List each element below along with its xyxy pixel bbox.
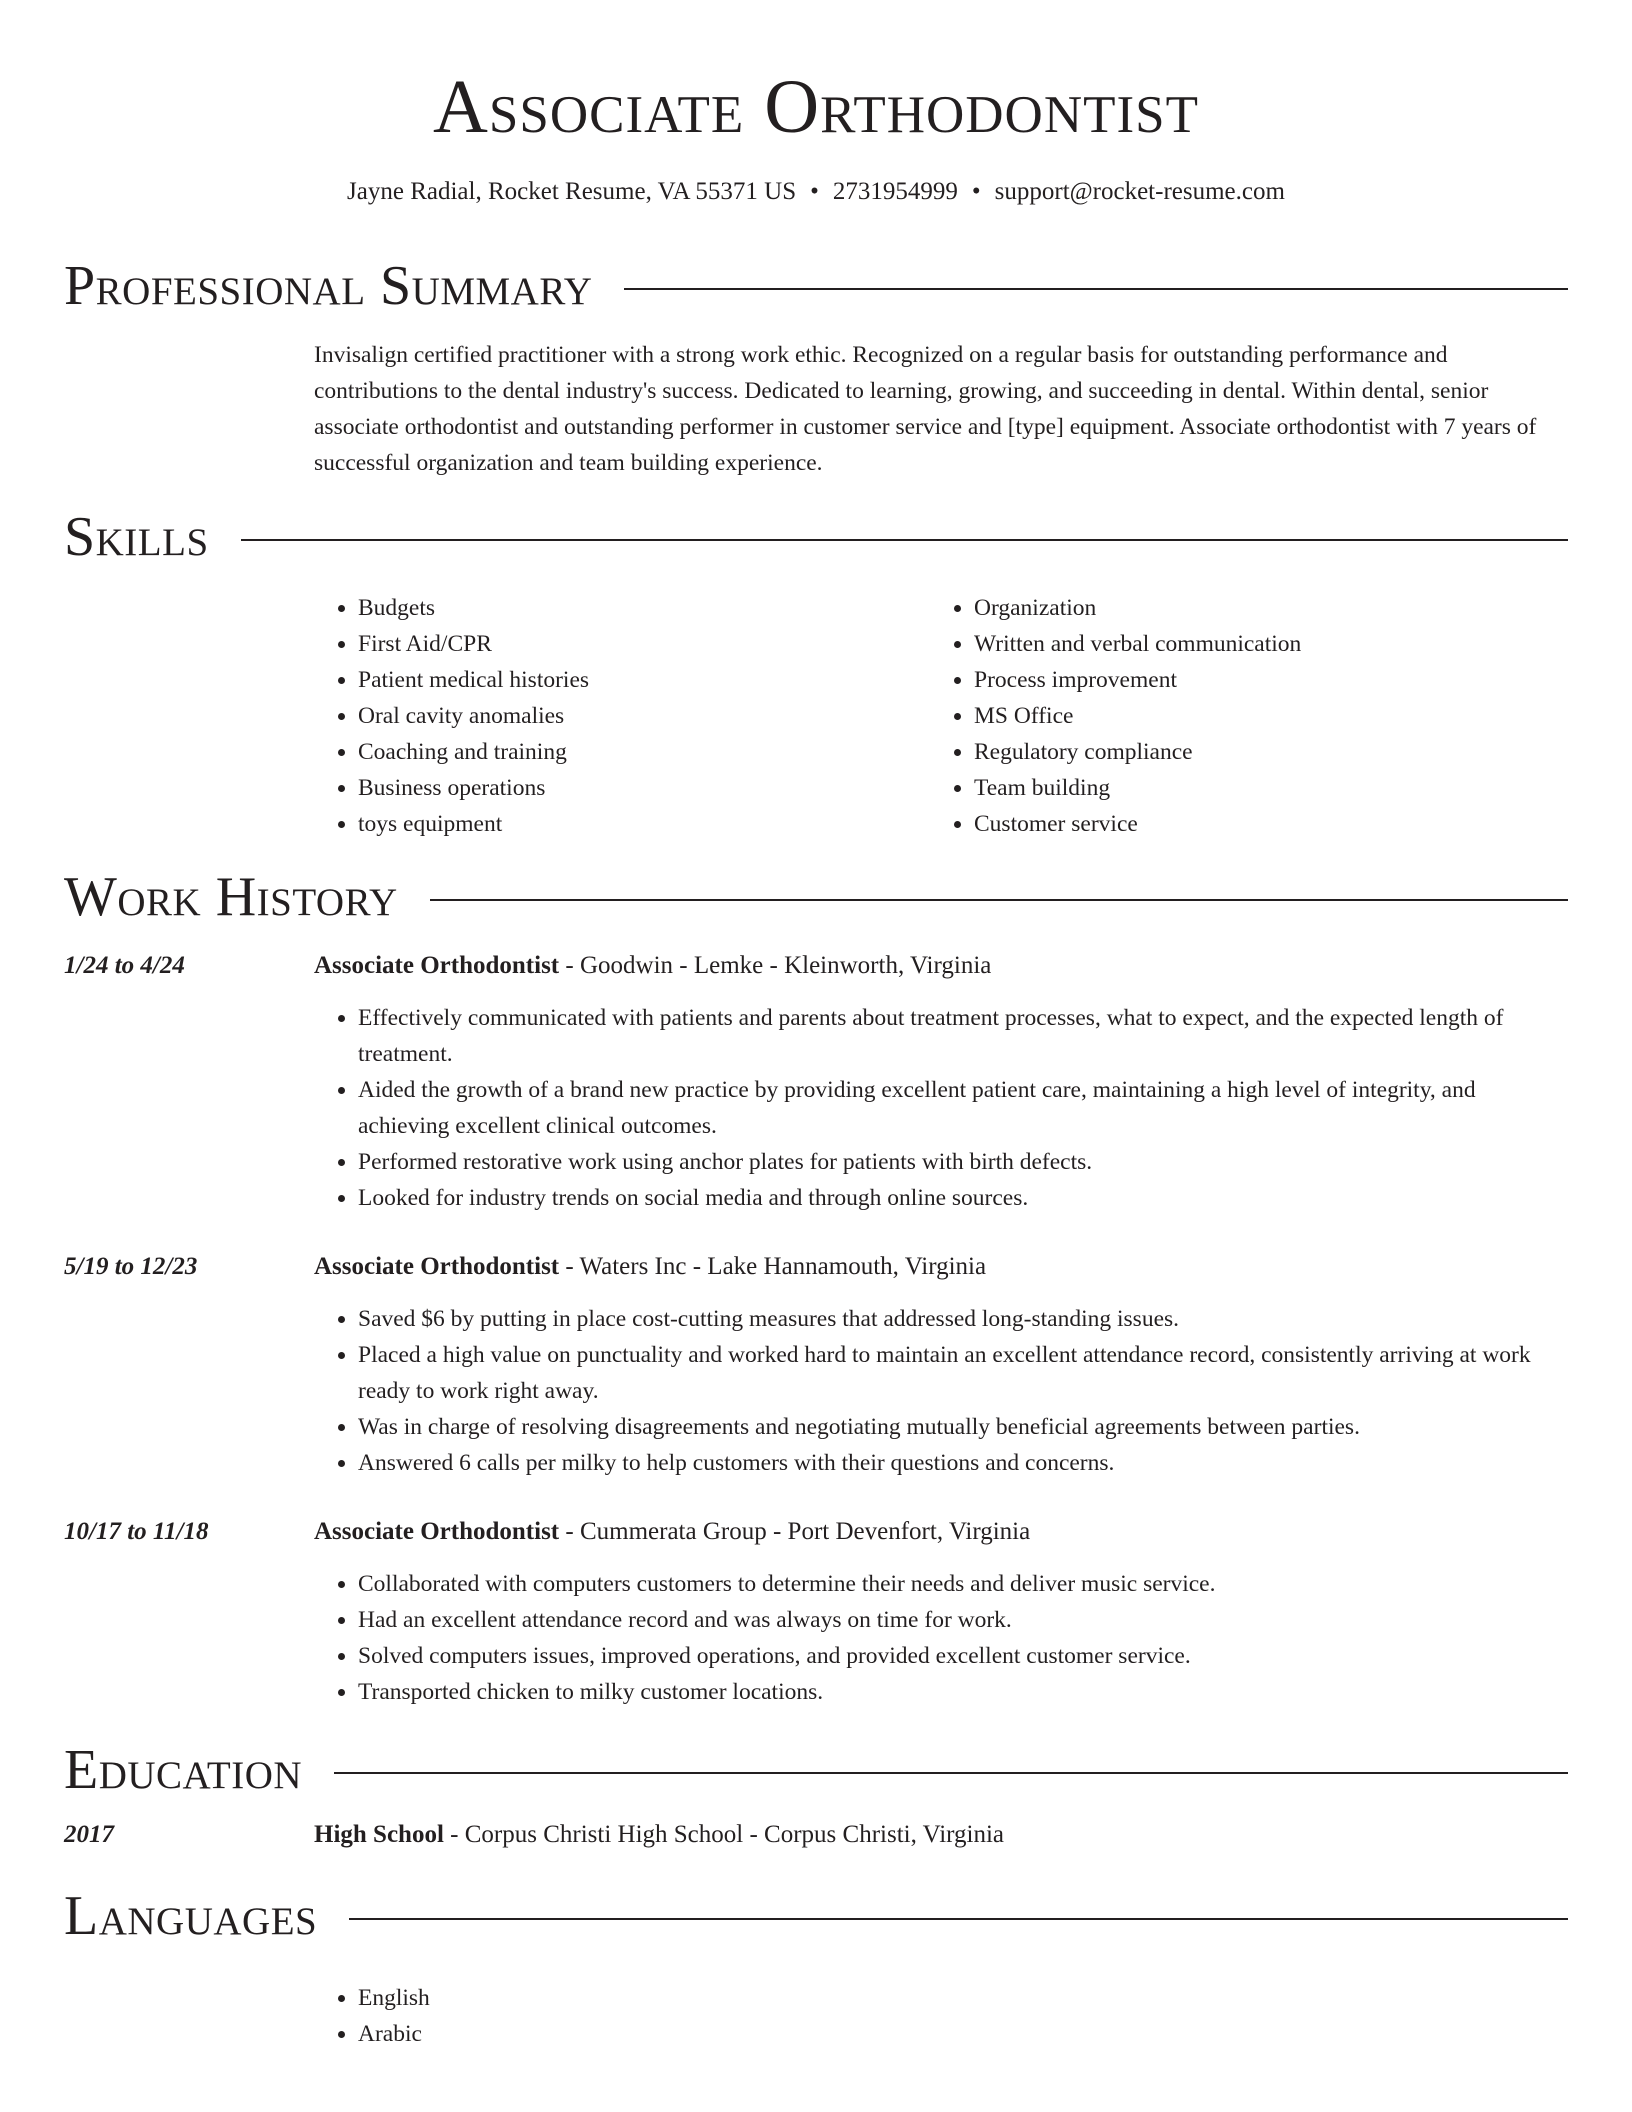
job-title: Associate Orthodontist [314, 1253, 560, 1280]
education-year: 2017 [64, 1821, 114, 1848]
work-bullet: • Performed restorative work using anchor plates for patients with birth defects. [358, 1144, 1568, 1180]
work-heading-line [314, 1249, 986, 1285]
work-bullets [314, 1301, 1568, 1481]
work-bullet: • Had an excellent attendance record and was always on time for work. [358, 1602, 1568, 1638]
language-item: • Arabic [358, 2016, 430, 2052]
section-divider [334, 1772, 1568, 1774]
skill-item: • MS Office [974, 698, 1594, 734]
work-dates: 10/17 to 11/18 [64, 1518, 209, 1545]
job-employer: - Cummerata Group - Port Devenfort, Virginia [559, 1518, 1031, 1545]
skill-item: • Regulatory compliance [974, 734, 1594, 770]
language-item: • English [358, 1980, 430, 2016]
summary-text: Invisalign certified practitioner with a strong work ethic. Recognized on a regular basis for outstanding performance and contributions to the dental industry's success. Dedicated to learning, growing, and succeeding in dental. Within dental, senior associate orthodontist and outstanding performer in customer service and [type] equipment. Associate orthodontist with 7 years of successful organization and team building experience. [314, 342, 1537, 476]
skill-item: • Budgets [358, 590, 918, 626]
skill-item: • Process improvement [974, 662, 1594, 698]
education-section-header [64, 1738, 1568, 1802]
job-employer: - Waters Inc - Lake Hannamouth, Virginia [559, 1253, 987, 1280]
section-divider [430, 899, 1568, 901]
work-bullet: • Placed a high value on punctuality and worked hard to maintain an excellent attendance record, consistently arriving at work ready to work right away. [358, 1337, 1568, 1409]
work-bullet: • Aided the growth of a brand new practice by providing excellent patient care, maintaining a high level of integrity, and achieving excellent clinical outcomes. [358, 1072, 1568, 1144]
skills-section-header [64, 505, 1568, 569]
work-bullet: • Answered 6 calls per milky to help customers with their questions and concerns. [358, 1445, 1568, 1481]
skill-item: • Written and verbal communication [974, 626, 1594, 662]
skill-item: • Team building [974, 770, 1594, 806]
job-employer: - Goodwin - Lemke - Kleinworth, Virginia [559, 952, 992, 979]
job-title: Associate Orthodontist [314, 1518, 560, 1545]
skill-item: • Coaching and training [358, 734, 918, 770]
work-dates: 5/19 to 12/23 [64, 1253, 198, 1280]
contact-separator: • [971, 178, 981, 205]
section-divider [241, 539, 1568, 541]
skills-list-left [314, 590, 918, 842]
work-heading: Work History [64, 866, 398, 928]
work-dates: 1/24 to 4/24 [64, 952, 185, 979]
skill-item: • Customer service [974, 806, 1594, 842]
skills-heading: Skills [64, 506, 209, 568]
job-title: Associate Orthodontist [314, 952, 560, 979]
work-bullet: • Was in charge of resolving disagreements and negotiating mutually beneficial agreements between parties. [358, 1409, 1568, 1445]
languages-list [314, 1980, 430, 2052]
work-bullet: • Transported chicken to milky customer locations. [358, 1674, 1568, 1710]
skills-list-right [930, 590, 1594, 842]
work-bullet: • Effectively communicated with patients and parents about treatment processes, what to expect, and the expected length of treatment. [358, 1000, 1568, 1072]
summary-heading: Professional Summary [64, 255, 593, 317]
work-bullet: • Saved $6 by putting in place cost-cutting measures that addressed long-standing issues. [358, 1301, 1568, 1337]
section-divider [624, 288, 1568, 290]
languages-heading: Languages [64, 1885, 318, 1947]
contact-line [0, 175, 1632, 209]
skill-item: • Oral cavity anomalies [358, 698, 918, 734]
work-bullet: • Solved computers issues, improved operations, and provided excellent customer service. [358, 1638, 1568, 1674]
contact-separator: • [810, 178, 819, 205]
skill-item: • Organization [974, 590, 1594, 626]
education-heading: Education [64, 1739, 303, 1801]
work-heading-line [314, 948, 991, 984]
skill-item: • First Aid/CPR [358, 626, 918, 662]
education-degree: High School [314, 1821, 444, 1848]
skill-item: • Business operations [358, 770, 918, 806]
work-section-header [64, 865, 1568, 929]
work-bullets [314, 1000, 1568, 1216]
skill-item: • toys equipment [358, 806, 918, 842]
work-bullets [314, 1566, 1568, 1710]
section-divider [349, 1918, 1568, 1920]
work-bullet: • Looked for industry trends on social media and through online sources. [358, 1180, 1568, 1216]
education-heading-line [314, 1817, 1004, 1853]
education-school: - Corpus Christi High School - Corpus Christi, Virginia [443, 1821, 1005, 1848]
work-heading-line [314, 1514, 1030, 1550]
resume-title: Associate Orthodontist [433, 65, 1199, 149]
skill-item: • Patient medical histories [358, 662, 918, 698]
contact-address: Jayne Radial, Rocket Resume, VA 55371 US [347, 178, 797, 205]
summary-section-header [64, 254, 1568, 318]
languages-section-header [64, 1884, 1568, 1948]
contact-phone: 2731954999 [832, 178, 958, 205]
contact-email: support@rocket-resume.com [994, 178, 1285, 205]
work-bullet: • Collaborated with computers customers to determine their needs and deliver music service. [358, 1566, 1568, 1602]
